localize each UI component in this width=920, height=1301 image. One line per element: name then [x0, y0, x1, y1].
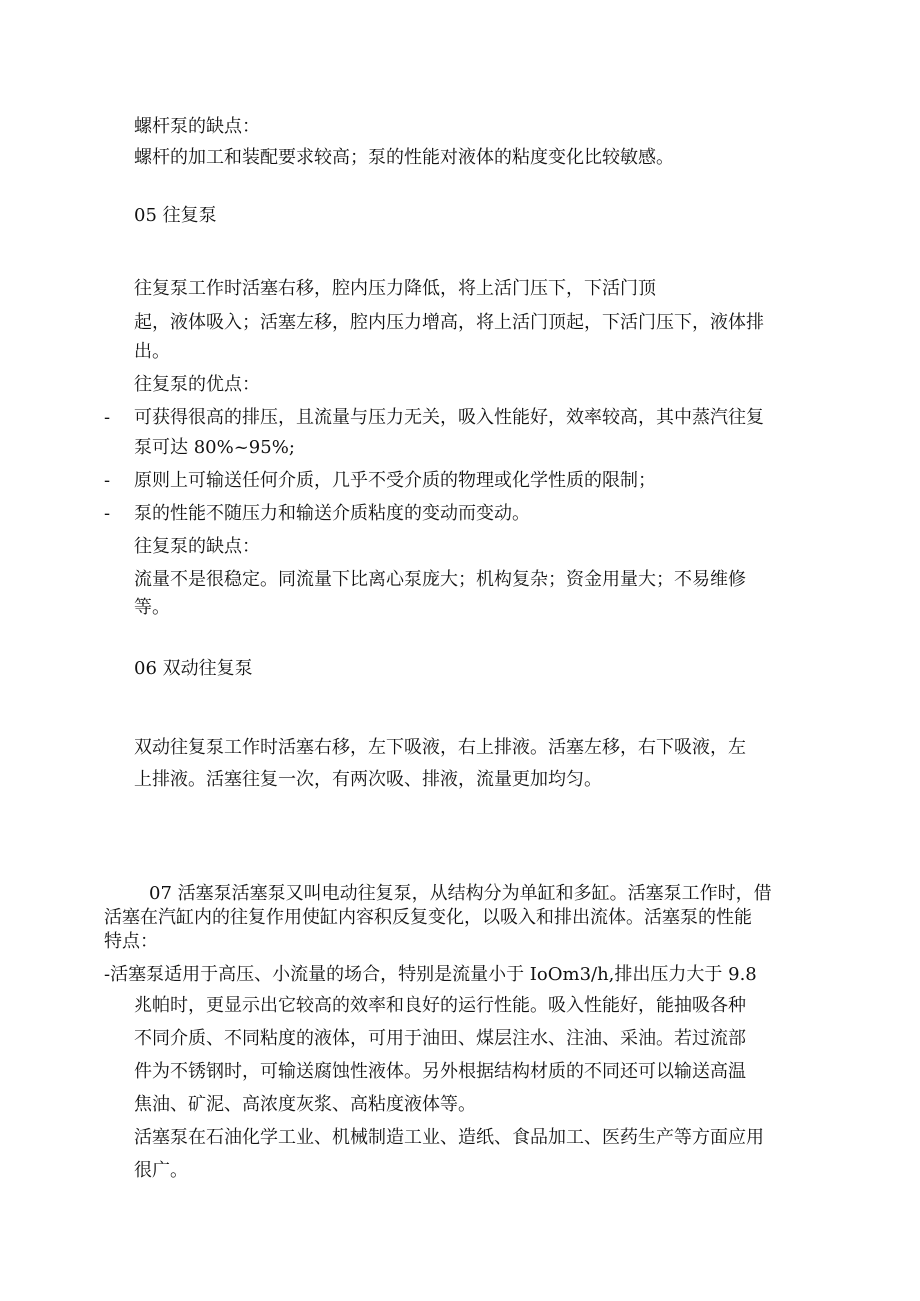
- piston-intro-line-2: 活塞在汽缸内的往复作用使缸内容积反复变化，以吸入和排出流体。活塞泵的性能: [104, 907, 752, 928]
- piston-feature-line-1: -活塞泵适用于高压、小流量的场合，特别是流量小于 IoOm3/h,排出压力大于 9.8: [104, 964, 757, 985]
- reciprocating-pros-heading: 往复泵的优点：: [134, 374, 260, 395]
- screw-pump-cons-text: 螺杆的加工和装配要求较高；泵的性能对液体的粘度变化比较敏感。: [134, 147, 674, 168]
- section-title-05: 05 往复泵: [134, 205, 217, 226]
- reciprocating-desc-line-3: 出。: [134, 341, 170, 362]
- bullet-dash: -: [104, 407, 111, 428]
- pros-item-3: 泵的性能不随压力和输送介质粘度的变动而变动。: [134, 503, 530, 524]
- piston-feature-line-5: 焦油、矿泥、高浓度灰浆、高粘度液体等。: [134, 1094, 476, 1115]
- piston-feature-line-4: 件为不锈钢时，可输送腐蚀性液体。另外根据结构材质的不同还可以输送高温: [134, 1061, 746, 1082]
- reciprocating-cons-heading: 往复泵的缺点：: [134, 536, 260, 557]
- bullet-dash: -: [104, 503, 111, 524]
- double-acting-desc-line-2: 上排液。活塞往复一次，有两次吸、排液，流量更加均匀。: [134, 769, 602, 790]
- piston-application-line-1: 活塞泵在石油化学工业、机械制造工业、造纸、食品加工、医药生产等方面应用: [134, 1127, 764, 1148]
- pros-item-1-line-1: 可获得很高的排压，且流量与压力无关，吸入性能好，效率较高，其中蒸汽往复: [134, 407, 764, 428]
- bullet-dash: -: [104, 470, 111, 491]
- reciprocating-desc-line-1: 往复泵工作时活塞右移，腔内压力降低，将上活门压下，下活门顶: [134, 278, 656, 299]
- pros-item-1-line-2: 泵可达 80%~95%;: [134, 437, 295, 458]
- reciprocating-desc-line-2: 起，液体吸入；活塞左移，腔内压力增高，将上活门顶起，下活门压下，液体排: [134, 312, 764, 333]
- piston-feature-line-3: 不同介质、不同粘度的液体，可用于油田、煤层注水、注油、采油。若过流部: [134, 1028, 746, 1049]
- reciprocating-cons-line-2: 等。: [134, 597, 170, 618]
- piston-application-line-2: 很广。: [134, 1160, 188, 1181]
- reciprocating-cons-line-1: 流量不是很稳定。同流量下比离心泵庞大；机构复杂；资金用量大；不易维修: [134, 569, 746, 590]
- pros-item-2: 原则上可输送任何介质，几乎不受介质的物理或化学性质的限制；: [134, 470, 656, 491]
- piston-feature-line-2: 兆帕时，更显示出它较高的效率和良好的运行性能。吸入性能好，能抽吸各种: [134, 995, 746, 1016]
- piston-intro-line-3: 特点：: [104, 931, 158, 952]
- piston-intro-line-1: 07 活塞泵活塞泵又叫电动往复泵，从结构分为单缸和多缸。活塞泵工作时，借: [149, 883, 772, 904]
- screw-pump-cons-heading: 螺杆泵的缺点：: [134, 116, 260, 137]
- double-acting-desc-line-1: 双动往复泵工作时活塞右移，左下吸液，右上排液。活塞左移，右下吸液，左: [134, 737, 746, 758]
- section-title-06: 06 双动往复泵: [134, 658, 253, 679]
